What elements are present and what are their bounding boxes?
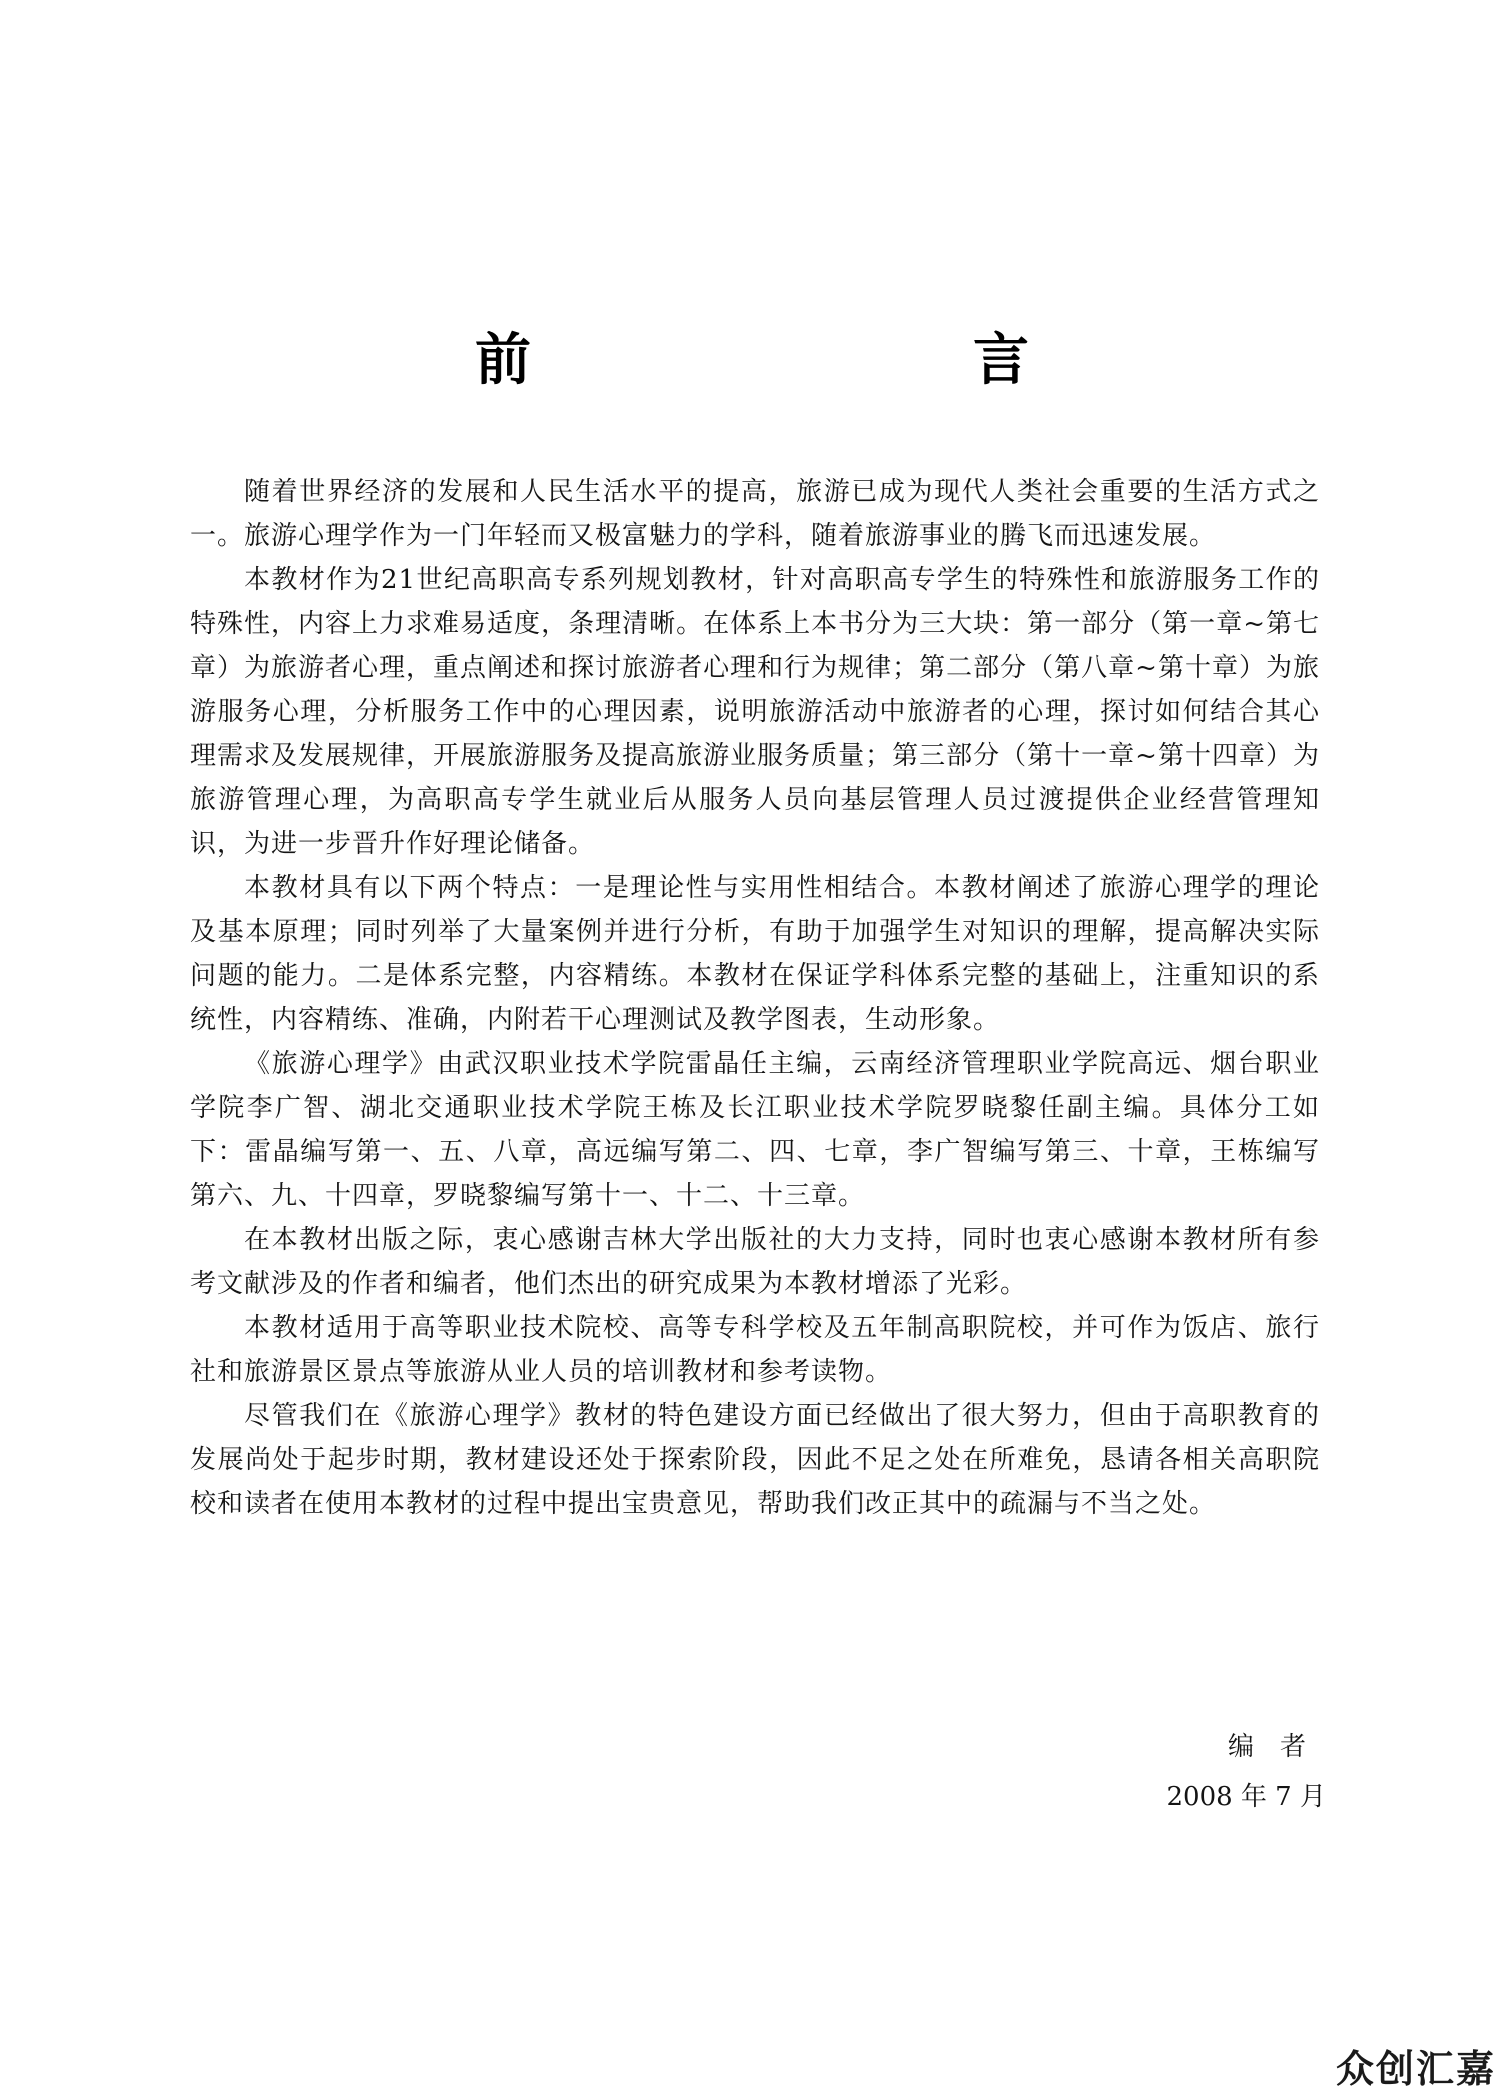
watermark-logo: 众创汇嘉: [1335, 2047, 1496, 2091]
signature-author: 编者: [1227, 1732, 1332, 1762]
paragraph-6: 本教材适用于高等职业技术院校、高等专科学校及五年制高职院校，并可作为饭店、旅行社和旅游景区景点等旅游从业人员的培训教材和参考读物。: [190, 1313, 1320, 1387]
paragraph-1: 随着世界经济的发展和人民生活水平的提高，旅游已成为现代人类社会重要的生活方式之一。旅游心理学作为一门年轻而又极富魅力的学科，随着旅游事业的腾飞而迅速发展。: [190, 477, 1320, 551]
preface-body: [190, 470, 1320, 1526]
signature-date: 2008 年 7 月: [1166, 1782, 1326, 1812]
paragraph-2: 本教材作为21世纪高职高专系列规划教材，针对高职高专学生的特殊性和旅游服务工作的特殊性，内容上力求难易适度，条理清晰。在体系上本书分为三大块：第一部分（第一章~第七章）为旅游者心理，重点阐述和探讨旅游者心理和行为规律；第二部分（第八章~第十章）为旅游服务心理，分析服务工作中的心理因素，说明旅游活动中旅游者的心理，探讨如何结合其心理需求及发展规律，开展旅游服务及提高旅游业服务质量；第三部分（第十一章~第十四章）为旅游管理心理，为高职高专学生就业后从服务人员向基层管理人员过渡提供企业经营管理知识，为进一步晋升作好理论储备。: [190, 565, 1320, 859]
paragraph-3: 本教材具有以下两个特点：一是理论性与实用性相结合。本教材阐述了旅游心理学的理论及基本原理；同时列举了大量案例并进行分析，有助于加强学生对知识的理解，提高解决实际问题的能力。二是体系完整，内容精练。本教材在保证学科体系完整的基础上，注重知识的系统性，内容精练、准确，内附若干心理测试及教学图表，生动形象。: [190, 873, 1320, 1035]
signature-block: [1166, 1722, 1332, 1822]
paragraph-4: 《旅游心理学》由武汉职业技术学院雷晶任主编，云南经济管理职业学院高远、烟台职业学院李广智、湖北交通职业技术学院王栋及长江职业技术学院罗晓黎任副主编。具体分工如下：雷晶编写第一、五、八章，高远编写第二、四、七章，李广智编写第三、十章，王栋编写第六、九、十四章，罗晓黎编写第十一、十二、十三章。: [190, 1049, 1320, 1211]
paragraph-5: 在本教材出版之际，衷心感谢吉林大学出版社的大力支持，同时也衷心感谢本教材所有参考文献涉及的作者和编者，他们杰出的研究成果为本教材增添了光彩。: [190, 1225, 1320, 1299]
paragraph-7: 尽管我们在《旅游心理学》教材的特色建设方面已经做出了很大努力，但由于高职教育的发展尚处于起步时期，教材建设还处于探索阶段，因此不足之处在所难免，恳请各相关高职院校和读者在使用本教材的过程中提出宝贵意见，帮助我们改正其中的疏漏与不当之处。: [190, 1401, 1320, 1519]
page-title: 前 言: [475, 327, 1139, 393]
